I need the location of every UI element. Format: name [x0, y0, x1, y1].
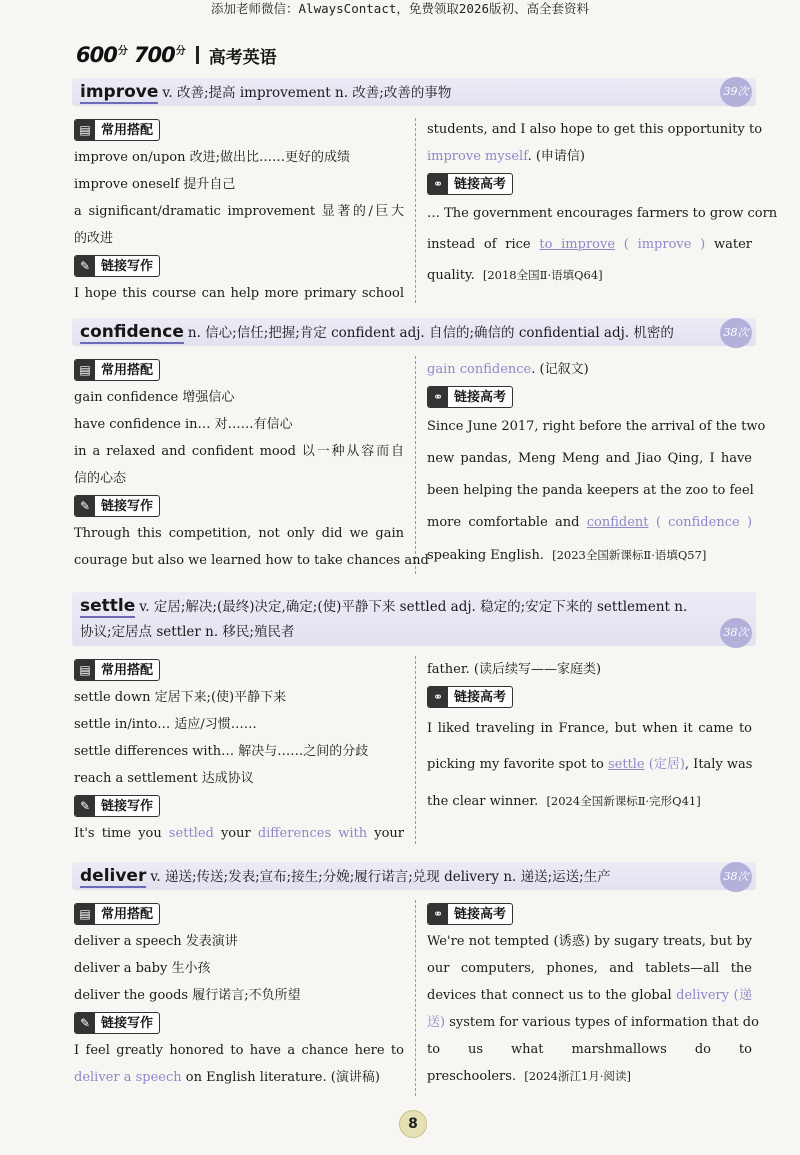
frequency-badge: 38次	[720, 618, 752, 648]
collocation-line: have confidence in… 对……有信心	[74, 417, 293, 432]
book-icon: ▤	[75, 904, 95, 924]
entry-header	[72, 862, 756, 890]
brand-fen-1: 分	[117, 45, 128, 57]
writing-tag: ✎ 链接写作	[74, 495, 160, 517]
left-column	[74, 656, 404, 847]
exam-tag: ⚭ 链接高考	[427, 686, 513, 708]
frequency-badge: 38次	[720, 318, 752, 348]
column-divider	[415, 656, 416, 844]
exam-line: speaking English. [2023全国新课标Ⅱ·语填Q57]	[427, 548, 707, 563]
writing-line: I feel greatly honored to have a chance here to	[74, 1043, 404, 1058]
collocation-line: a significant/dramatic improvement 显著的/巨大	[74, 204, 404, 219]
headword-definition-cont: 协议;定居点 settler n. 移民;殖民者	[80, 624, 295, 640]
writing-line: deliver a speech on English literature. (演讲稿)	[74, 1070, 380, 1085]
writing-line: courage but also we learned how to take chances and	[74, 553, 429, 568]
collocation-tag: ▤ 常用搭配	[74, 359, 160, 381]
section-confidence	[72, 318, 766, 578]
right-column	[427, 116, 778, 291]
column-divider	[415, 356, 416, 574]
collocation-tag: ▤ 常用搭配	[74, 119, 160, 141]
headword: deliver	[80, 866, 147, 886]
brand-divider	[196, 46, 199, 64]
writing-continued-line: father. (读后续写——家庭类)	[427, 662, 602, 677]
right-column	[427, 656, 752, 820]
headword: confidence	[80, 322, 184, 342]
exam-line: the clear winner. [2024全国新课标Ⅱ·完形Q41]	[427, 794, 701, 809]
column-divider	[415, 118, 416, 303]
book-icon: ▤	[75, 360, 95, 380]
headword-definition: v. 递送;传送;发表;宣布;接生;分娩;履行诺言;兑现 delivery n. 递送;运送;生产	[150, 869, 611, 885]
exam-line: picking my favorite spot to settle (定居), Italy was	[427, 757, 753, 772]
exam-line: devices that connect us to the global delivery (递	[427, 988, 752, 1003]
brand-header	[76, 42, 277, 68]
pen-icon: ✎	[75, 256, 95, 276]
collocation-line: settle differences with… 解决与……之间的分歧	[74, 744, 369, 759]
frequency-badge: 38次	[720, 862, 752, 892]
exam-source: [2023全国新课标Ⅱ·语填Q57]	[552, 548, 707, 562]
link-icon: ⚭	[428, 904, 448, 924]
writing-line: I hope this course can help more primary school	[74, 286, 404, 301]
collocation-line: 信的心态	[74, 471, 127, 486]
right-column	[427, 356, 766, 572]
entry-header	[72, 592, 756, 646]
writing-tag: ✎ 链接写作	[74, 255, 160, 277]
link-icon: ⚭	[428, 387, 448, 407]
writing-continued-line: students, and I also hope to get this opportunity to	[427, 122, 763, 137]
exam-line: new pandas, Meng Meng and Jiao Qing, I have	[427, 451, 752, 466]
left-column	[74, 356, 429, 574]
writing-line: It's time you settled your differences with your	[74, 826, 405, 841]
writing-line: Through this competition, not only did we gain	[74, 526, 404, 541]
collocation-line: improve on/upon 改进;做出比……更好的成绩	[74, 150, 351, 165]
pen-icon: ✎	[75, 1013, 95, 1033]
writing-tag: ✎ 链接写作	[74, 1012, 160, 1034]
column-divider	[415, 900, 416, 1096]
exam-line: preschoolers. [2024浙江1月·阅读]	[427, 1069, 631, 1084]
section-improve	[72, 78, 778, 310]
headword: improve	[80, 82, 159, 102]
exam-source: [2018全国Ⅱ·语填Q64]	[482, 268, 603, 282]
book-icon: ▤	[75, 120, 95, 140]
headword-definition: n. 信心;信任;把握;肯定 confident adj. 自信的;确信的 confidential adj. 机密的	[187, 325, 674, 341]
right-column	[427, 900, 759, 1090]
collocation-tag: ▤ 常用搭配	[74, 903, 160, 925]
left-column	[74, 116, 404, 307]
collocation-line: 的改进	[74, 231, 114, 246]
writing-tag: ✎ 链接写作	[74, 795, 160, 817]
entry-header	[72, 78, 756, 106]
frequency-badge: 39次	[720, 77, 752, 107]
brand-fen-2: 分	[175, 45, 186, 57]
pen-icon: ✎	[75, 796, 95, 816]
link-icon: ⚭	[428, 174, 448, 194]
book-icon: ▤	[75, 660, 95, 680]
exam-tag: ⚭ 链接高考	[427, 903, 513, 925]
collocation-line: reach a settlement 达成协议	[74, 771, 254, 786]
exam-source: [2024浙江1月·阅读]	[524, 1069, 631, 1083]
exam-line: … The government encourages farmers to grow corn	[427, 206, 778, 221]
section-deliver	[72, 862, 759, 1102]
headword-definition: v. 改善;提高 improvement n. 改善;改善的事物	[162, 85, 452, 101]
collocation-line: in a relaxed and confident mood 以一种从容而自	[74, 444, 404, 459]
page-number: 8	[399, 1110, 427, 1138]
exam-line: to us what marshmallows do to	[427, 1042, 752, 1057]
exam-tag: ⚭ 链接高考	[427, 386, 513, 408]
collocation-line: deliver a speech 发表演讲	[74, 934, 238, 949]
exam-line: more comfortable and confident ( confidence )	[427, 515, 753, 530]
headword-definition: v. 定居;解决;(最终)决定,确定;(使)平静下来 settled adj. 稳定的;安定下来的 settlement n.	[139, 599, 688, 615]
top-note: 添加老师微信：AlwaysContact，免费领取2026版初、高全套资料	[211, 1, 589, 16]
entry-header	[72, 318, 756, 346]
left-column	[74, 900, 404, 1091]
headword: settle	[80, 596, 136, 616]
writing-continued-line: gain confidence. (记叙文)	[427, 362, 589, 377]
exam-line: been helping the panda keepers at the zoo to feel	[427, 483, 754, 498]
collocation-line: settle down 定居下来;(使)平静下来	[74, 690, 287, 705]
collocation-line: improve oneself 提升自己	[74, 177, 236, 192]
exam-tag: ⚭ 链接高考	[427, 173, 513, 195]
writing-continued-line: improve myself. (申请信)	[427, 149, 585, 164]
exam-line: our computers, phones, and tablets—all the	[427, 961, 752, 976]
exam-line: instead of rice to improve ( improve ) water	[427, 237, 752, 252]
brand-score-700: 700	[133, 43, 175, 67]
section-settle	[72, 592, 756, 848]
collocation-line: deliver the goods 履行诺言;不负所望	[74, 988, 301, 1003]
collocation-tag: ▤ 常用搭配	[74, 659, 160, 681]
link-icon: ⚭	[428, 687, 448, 707]
collocation-line: gain confidence 增强信心	[74, 390, 235, 405]
pen-icon: ✎	[75, 496, 95, 516]
collocation-line: deliver a baby 生小孩	[74, 961, 211, 976]
exam-line: 送) system for various types of information that do	[427, 1015, 759, 1030]
collocation-line: settle in/into… 适应/习惯……	[74, 717, 257, 732]
exam-source: [2024全国新课标Ⅱ·完形Q41]	[546, 794, 701, 808]
exam-line: We're not tempted (诱惑) by sugary treats, but by	[427, 934, 752, 949]
brand-subtitle: 高考英语	[208, 47, 277, 68]
brand-score-600: 600	[76, 43, 117, 67]
exam-line: quality. [2018全国Ⅱ·语填Q64]	[427, 268, 603, 283]
exam-line: Since June 2017, right before the arrival of the two	[427, 419, 766, 434]
exam-line: I liked traveling in France, but when it came to	[427, 721, 752, 736]
